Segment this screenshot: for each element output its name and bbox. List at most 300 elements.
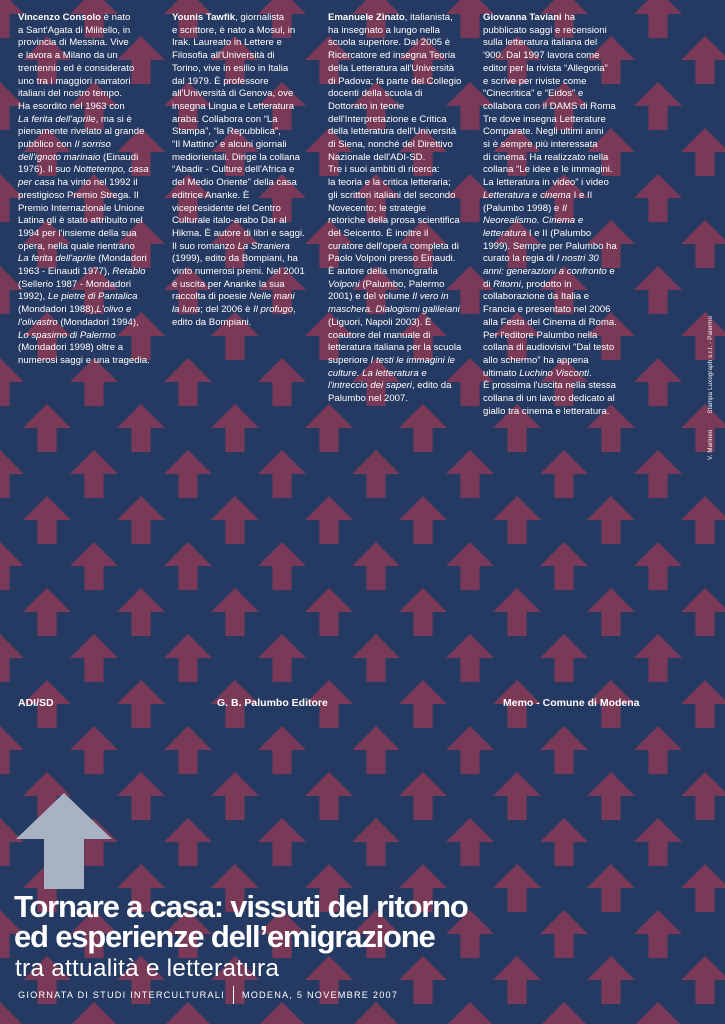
pattern-house-shape — [258, 450, 306, 498]
bio-text: (Mondadori 1994), — [57, 316, 139, 328]
bio-text: letteratura italiana per la scuola — [328, 342, 462, 354]
bio-line — [328, 177, 474, 190]
bio-text: L'olivo e — [96, 304, 132, 316]
bio-line — [328, 101, 474, 114]
pattern-house-shape — [634, 818, 682, 866]
pattern-house-shape — [70, 542, 118, 590]
bio-text: Lo spasimo di Palermo — [18, 329, 116, 341]
pattern-house-shape — [540, 634, 588, 682]
bio-line — [18, 164, 164, 177]
bio-line — [172, 50, 318, 63]
bio-text: è uscita per Ananke la sua — [172, 278, 285, 290]
bio-text: I testi le immagini le — [370, 354, 455, 366]
bio-line — [172, 88, 318, 101]
bio-text: Hikma. È autore di libri e saggi. — [172, 227, 305, 239]
pattern-house-shape — [446, 726, 494, 774]
pattern-house-shape — [540, 910, 588, 958]
pattern-house-shape — [681, 128, 725, 176]
bio-line — [328, 380, 474, 393]
author-name: Emanuele Zinato — [328, 12, 405, 23]
pattern-house-shape — [587, 956, 635, 1004]
bio-text: , ma si è — [95, 113, 132, 125]
bio-text: è nato — [100, 12, 131, 23]
pattern-house-shape — [681, 312, 725, 360]
bio-text: alla Festa del Cinema di Roma. — [483, 316, 617, 328]
bio-line — [18, 63, 164, 76]
bio-line — [172, 317, 318, 330]
bio-line — [483, 228, 629, 241]
bio-text: I nostri 30 — [556, 253, 599, 265]
event-place-date: MODENA, 5 NOVEMBRE 2007 — [241, 990, 399, 1000]
pattern-house-shape — [446, 450, 494, 498]
bio-line — [18, 330, 164, 343]
pattern-house-shape — [117, 680, 165, 728]
bio-text: ha insegnato a lungo nella — [328, 24, 441, 36]
bio-line — [483, 241, 629, 254]
pattern-house-shape — [0, 1002, 24, 1024]
bio-text: la teoria e la critica letteraria; — [328, 177, 451, 189]
pattern-house-shape — [258, 1002, 306, 1024]
bio-line — [483, 76, 629, 89]
bio-line — [328, 330, 474, 343]
pattern-house-shape — [258, 818, 306, 866]
pattern-house-shape — [211, 404, 259, 452]
bio-text: uno tra i maggiori narratori — [18, 75, 131, 87]
bio-text: Il vero in — [412, 291, 449, 303]
pattern-house-shape — [258, 634, 306, 682]
bio-text: Luchino Visconti — [519, 367, 589, 379]
bio-line — [328, 304, 474, 317]
bio-line — [18, 317, 164, 330]
bio-text: (Sellerio 1987 - Mondadori — [18, 278, 132, 290]
pattern-house-shape — [681, 588, 725, 636]
bio-line — [328, 114, 474, 127]
bio-text: mediorientali. Dirige la collana — [172, 151, 300, 163]
bio-line — [483, 317, 629, 330]
footer-divider — [233, 986, 234, 1004]
bio-text: superiore — [328, 354, 371, 366]
bio-text: Per l'editore Palumbo nella — [483, 329, 598, 341]
bio-text: per casa — [18, 177, 55, 189]
bio-text: Le pietre di Pantalica — [47, 291, 138, 303]
pattern-house-shape — [258, 358, 306, 406]
bio-text: Nelle mani — [249, 291, 295, 303]
bio-line — [483, 63, 629, 76]
pattern-house-shape — [258, 542, 306, 590]
bio-line — [172, 304, 318, 317]
bio-line — [328, 291, 474, 304]
bio-text: e scrive per riviste come — [483, 75, 587, 87]
pattern-house-shape — [164, 1002, 212, 1024]
pattern-house-shape — [681, 956, 725, 1004]
bio-text: La Straniera — [237, 240, 290, 252]
bio-line — [483, 380, 629, 393]
author-name: Vincenzo Consolo — [18, 12, 101, 23]
pattern-house-shape — [117, 404, 165, 452]
bio-text: numerosi saggi e una tragedia. — [18, 354, 150, 366]
bio-line — [483, 101, 629, 114]
bio-line — [483, 406, 629, 419]
pattern-house-shape — [352, 818, 400, 866]
bio-text: curato la regia di — [483, 253, 557, 265]
bio-text: del Medio Oriente” della casa — [172, 177, 297, 189]
bio-line — [172, 164, 318, 177]
bio-line — [18, 279, 164, 292]
pattern-house-shape — [493, 496, 541, 544]
pattern-house-shape — [399, 772, 447, 820]
bio-text: Letteratura e cinema — [483, 189, 571, 201]
pattern-house-shape — [446, 1002, 494, 1024]
bio-text: maschera. Dialogismi galileiani — [328, 304, 460, 316]
pattern-house-shape — [446, 818, 494, 866]
bio-text: coautore del manuale di — [328, 329, 431, 341]
bio-text: sulla letteratura italiana del — [483, 37, 598, 49]
pattern-house-shape — [634, 542, 682, 590]
bio-line — [328, 253, 474, 266]
bio-line — [18, 342, 164, 355]
bio-text: e lavora a Milano da un — [18, 50, 118, 62]
pattern-house-shape — [352, 726, 400, 774]
pattern-house-shape — [0, 634, 24, 682]
pattern-house-shape — [258, 726, 306, 774]
bio-text: La letteratura in video” i video — [483, 177, 609, 189]
bio-line — [483, 253, 629, 266]
bio-text: Palumbo nel 2007. — [328, 393, 409, 405]
bio-line — [18, 88, 164, 101]
pattern-house-shape — [211, 588, 259, 636]
house-icon — [16, 793, 112, 889]
bio-line — [172, 139, 318, 152]
bio-text: Ha esordito nel 1963 con — [18, 100, 125, 112]
pattern-house-shape — [399, 588, 447, 636]
bio-line — [328, 215, 474, 228]
bio-line — [483, 139, 629, 152]
bio-text: pubblicato saggi e recensioni — [483, 24, 607, 36]
bio-line — [483, 126, 629, 139]
bio-line — [18, 101, 164, 114]
pattern-house-shape — [23, 588, 71, 636]
pattern-house-shape — [540, 1002, 588, 1024]
bio-line — [483, 152, 629, 165]
bio-text: Francia e presentato nel 2006 — [483, 304, 611, 316]
bio-text: Il sorriso — [74, 139, 111, 151]
bio-line — [328, 368, 474, 381]
bio-text: gli scrittori italiani del secondo — [328, 189, 456, 201]
bio-text: (Einaudi — [100, 151, 139, 163]
bio-line — [328, 241, 474, 254]
pattern-house-shape — [634, 726, 682, 774]
pattern-house-shape — [681, 864, 725, 912]
bio-line — [18, 114, 164, 127]
author-name: Younis Tawfik — [172, 12, 236, 23]
pattern-house-shape — [211, 772, 259, 820]
bio-text: Ritorni — [493, 278, 521, 290]
pattern-house-shape — [164, 358, 212, 406]
pattern-house-shape — [70, 726, 118, 774]
bio-text: (Mondadori — [95, 253, 147, 265]
bio-line — [483, 304, 629, 317]
author-name: Giovanna Taviani — [483, 12, 562, 23]
pattern-house-shape — [634, 450, 682, 498]
pattern-house-shape — [446, 634, 494, 682]
bio-text: (Palumbo, Palermo — [359, 278, 445, 290]
publisher-memo-modena: Memo - Comune di Modena — [503, 697, 640, 709]
pattern-house-shape — [493, 864, 541, 912]
bio-text: ha — [561, 12, 576, 23]
bio-text: collana di audiovisivi “Dal testo — [483, 342, 615, 354]
bio-text: ultimato — [483, 367, 520, 379]
pattern-house-shape — [681, 404, 725, 452]
bio-text: scuola superiore. Dal 2005 è — [328, 37, 451, 49]
pattern-house-shape — [70, 450, 118, 498]
pattern-house-shape — [164, 726, 212, 774]
pattern-house-shape — [634, 0, 682, 38]
pattern-house-shape — [681, 220, 725, 268]
pattern-house-shape — [634, 174, 682, 222]
bio-line — [172, 63, 318, 76]
bio-text: Ricercatore ed insegna Teoria — [328, 50, 456, 62]
bio-text: la luna — [172, 304, 201, 316]
bio-text: (Mondadori 1998) oltre a — [18, 342, 124, 354]
bio-text: 1994 per l'insieme della sua — [18, 227, 137, 239]
bio-line — [328, 37, 474, 50]
bio-text: collabora con il DAMS di Roma — [483, 100, 616, 112]
pattern-house-shape — [681, 772, 725, 820]
bio-text: (Liguori, Napoli 2003). È — [328, 316, 432, 328]
bio-text: a Sant'Agata di Militello, in — [18, 24, 131, 36]
bio-line — [328, 164, 474, 177]
bio-line — [18, 355, 164, 368]
bio-line — [18, 152, 164, 165]
pattern-house-shape — [70, 634, 118, 682]
bio-line — [483, 25, 629, 38]
bio-text: retoriche della prosa scientifica — [328, 215, 460, 227]
designer-credit: V. Marineo — [708, 429, 714, 460]
bio-text: Premio Internazionale Unione — [18, 202, 145, 214]
bio-text: Stampa”, “la Repubblica”, — [172, 126, 281, 138]
bio-text: “Il Mattino” e alcuni giornali — [172, 139, 287, 151]
bio-line — [483, 330, 629, 343]
bio-line — [328, 317, 474, 330]
poster-title-line-1: Tornare a casa: vissuti del ritorno — [14, 889, 468, 924]
bio-column-vincenzo-consolo — [18, 12, 164, 368]
pattern-house-shape — [540, 818, 588, 866]
pattern-house-shape — [0, 542, 24, 590]
bio-line — [483, 342, 629, 355]
bio-line — [328, 355, 474, 368]
pattern-house-shape — [164, 818, 212, 866]
bio-text: 2001) e del volume — [328, 291, 413, 303]
bio-line — [172, 279, 318, 292]
bio-line — [172, 37, 318, 50]
pattern-house-shape — [634, 358, 682, 406]
bio-line — [18, 228, 164, 241]
pattern-house-shape — [352, 542, 400, 590]
bio-line — [18, 253, 164, 266]
bio-line — [18, 37, 164, 50]
bio-text: La ferita dell'aprile — [18, 253, 96, 265]
bio-text: trentennio ed è considerato — [18, 62, 135, 74]
bio-text: curatore dell'opera completa di — [328, 240, 459, 252]
bio-text: insegna Lingua e Letteratura — [172, 100, 295, 112]
pattern-house-shape — [587, 496, 635, 544]
bio-text: di cinema. Ha realizzato nella — [483, 151, 609, 163]
bio-text: “Abadir - Culture dell'Africa e — [172, 164, 295, 176]
bio-text: collana “Le idee e le immagini. — [483, 164, 613, 176]
bio-line — [328, 266, 474, 279]
pattern-house-shape — [634, 266, 682, 314]
bio-text: “Cinecritica” e “Eidos” e — [483, 88, 584, 100]
bio-text: raccolta di poesie — [172, 291, 250, 303]
bio-line — [18, 266, 164, 279]
bio-text: I e II (Palumbo — [526, 227, 592, 239]
pattern-house-shape — [493, 772, 541, 820]
bio-line — [18, 304, 164, 317]
bio-text: vinto numerosi premi. Nel 2001 — [172, 266, 305, 278]
bio-line — [18, 12, 164, 25]
bio-text: pubblico con — [18, 139, 75, 151]
bio-line — [18, 25, 164, 38]
bio-text: Latina gli è stato attribuito nel — [18, 215, 143, 227]
bio-text: si è sempre più interessata — [483, 139, 598, 151]
bio-text: 1963 - Einaudi 1977), — [18, 266, 113, 278]
pattern-house-shape — [540, 542, 588, 590]
bio-text: docenti della scuola di — [328, 88, 423, 100]
printer-credit: Stampa Luxograph s.r.l. - Palermo — [708, 316, 714, 414]
bio-line — [18, 291, 164, 304]
bio-text: opera, nella quale rientrano — [18, 240, 135, 252]
bio-text: Il profugo — [253, 304, 294, 316]
bio-text: Nottetempo, casa — [73, 164, 149, 176]
bio-text: Il suo romanzo — [172, 240, 238, 252]
bio-text: pienamente rivelato al grande — [18, 126, 145, 138]
poster-title-line-2: ed esperienze dell’emigrazione — [14, 919, 435, 954]
bio-text: 1999). Sempre per Palumbo ha — [483, 240, 617, 252]
pattern-house-shape — [634, 634, 682, 682]
bio-line — [483, 50, 629, 63]
bio-text: Tre i suoi ambiti di ricerca: — [328, 164, 440, 176]
bio-text: culture. La letteratura e — [328, 367, 427, 379]
bio-text: 1976). Il suo — [18, 164, 74, 176]
bio-text: ; del 2006 è — [200, 304, 254, 316]
bio-text: letteratura — [483, 227, 527, 239]
pattern-house-shape — [634, 1002, 682, 1024]
bio-text: l'intreccio dei saperi — [328, 380, 412, 392]
bio-line — [483, 215, 629, 228]
pattern-house-shape — [493, 956, 541, 1004]
bio-line — [172, 291, 318, 304]
bio-text: Irak. Laureato in Lettere e — [172, 37, 282, 49]
bio-line — [328, 50, 474, 63]
bio-text: Tre dove insegna Letterature — [483, 113, 606, 125]
bio-line — [328, 126, 474, 139]
bio-line — [483, 279, 629, 292]
bio-text: Comparate. Negli ultimi anni — [483, 126, 604, 138]
bio-text: italiani del nostro tempo. — [18, 88, 122, 100]
bio-line — [172, 114, 318, 127]
bio-line — [172, 76, 318, 89]
bio-column-emanuele-zinato — [328, 12, 474, 406]
bio-line — [172, 177, 318, 190]
bio-line — [328, 342, 474, 355]
pattern-house-shape — [352, 1002, 400, 1024]
bio-text: dell'Interpretazione e Critica — [328, 113, 447, 125]
bio-text: di Padova; fa parte del Collegio — [328, 75, 462, 87]
pattern-house-shape — [681, 496, 725, 544]
bio-line — [18, 241, 164, 254]
event-info — [18, 988, 398, 1002]
bio-text: Torino, vive in esilio in Italia — [172, 62, 289, 74]
bio-line — [172, 101, 318, 114]
pattern-house-shape — [681, 36, 725, 84]
bio-text: della letteratura dell'Università — [328, 126, 457, 138]
bio-text: '900. Dal 1997 lavora come — [483, 50, 600, 62]
bio-text: ha vinto nel 1992 il — [54, 177, 138, 189]
bio-line — [483, 368, 629, 381]
bio-text: di — [483, 278, 494, 290]
bio-text: È autore della monografia — [328, 266, 438, 278]
bio-text: dal 1979. È professore — [172, 75, 269, 87]
pattern-house-shape — [446, 542, 494, 590]
bio-text: anni: generazioni a confronto — [483, 266, 607, 278]
poster-subtitle: tra attualità e letteratura — [15, 955, 280, 982]
print-credit — [708, 302, 714, 460]
bio-line — [172, 203, 318, 216]
bio-line — [483, 37, 629, 50]
bio-text: Novecento; le strategie — [328, 202, 427, 214]
bio-line — [172, 241, 318, 254]
bio-text: , italianista, — [404, 12, 453, 23]
pattern-house-shape — [0, 450, 24, 498]
pattern-house-shape — [117, 496, 165, 544]
bio-text: . — [588, 367, 592, 379]
bio-text: (Mondadori 1988), — [18, 304, 97, 316]
bio-line — [172, 228, 318, 241]
bio-line — [328, 63, 474, 76]
bio-line — [172, 266, 318, 279]
bio-line — [328, 139, 474, 152]
bio-text: Volponi — [328, 278, 360, 290]
bio-text: Neorealismo. Cinema e — [483, 215, 584, 227]
bio-text: edito da Bompiani. — [172, 316, 252, 328]
bio-line — [483, 190, 629, 203]
bio-text: , prodotto in — [520, 278, 572, 290]
bio-text: La ferita dell'aprile — [18, 113, 96, 125]
bio-text: Culturale italo-arabo Dar al — [172, 215, 287, 227]
bio-line — [483, 164, 629, 177]
bio-line — [18, 203, 164, 216]
bio-text: l'olivastro — [18, 316, 58, 328]
pattern-house-shape — [23, 496, 71, 544]
pattern-house-shape — [0, 726, 24, 774]
bio-text: Dottorato in teorie — [328, 100, 405, 112]
bio-line — [328, 279, 474, 292]
bio-line — [328, 12, 474, 25]
bio-text: araba. Collabora con “La — [172, 113, 278, 125]
pattern-house-shape — [540, 726, 588, 774]
bio-text: e scrittore, è nato a Mosul, in — [172, 24, 296, 36]
bio-line — [483, 88, 629, 101]
pattern-house-shape — [587, 864, 635, 912]
bio-line — [328, 25, 474, 38]
bio-text: Il — [561, 202, 567, 214]
pattern-house-shape — [352, 634, 400, 682]
bio-line — [328, 152, 474, 165]
pattern-house-shape — [211, 496, 259, 544]
bio-text: Filosofia all'Università di — [172, 50, 275, 62]
bio-line — [18, 177, 164, 190]
bio-text: Nazionale dell'ADI-SD. — [328, 151, 426, 163]
